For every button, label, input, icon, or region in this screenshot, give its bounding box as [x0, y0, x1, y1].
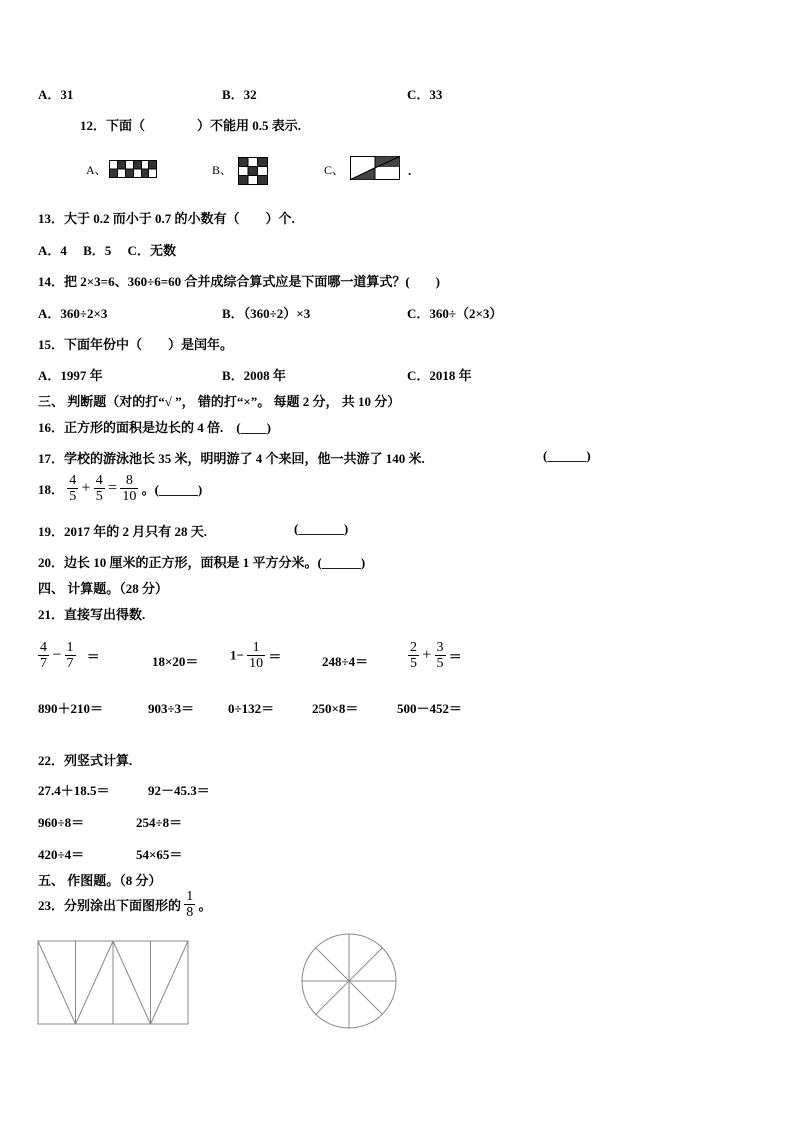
q21-plus: + — [422, 646, 432, 664]
q13-options: A．4 B．5 C．无数 — [38, 243, 176, 258]
q14-stem: 14．把 2×3=6、360÷6=60 合并成综合算式应是下面哪一道算式？( ) — [38, 274, 441, 289]
q21-equals: ＝ — [448, 649, 462, 664]
q12-label-a: A、 — [86, 163, 107, 177]
q18-equals: = — [108, 479, 118, 497]
q18-fraction-1: $\frac{4}{5}$ — [69, 473, 77, 504]
q22-item: 254÷8＝ — [136, 815, 183, 830]
q21-item-1 — [38, 640, 100, 671]
q23-circle-figure — [300, 932, 398, 1030]
q21-fraction: $\frac{1}{10}$ — [249, 640, 264, 671]
q23-fraction: $\frac{1}{8}$ — [186, 889, 194, 920]
q21-fraction: $\frac{1}{7}$ — [66, 640, 74, 671]
q22-item: 92－45.3＝ — [148, 783, 210, 798]
q21-item-5 — [408, 640, 462, 671]
q22-item: 420÷4＝ — [38, 847, 85, 862]
q15-option-c: C．2018 年 — [407, 368, 472, 383]
q23-prefix: 23．分别涂出下面图形的 — [38, 898, 182, 913]
q21-stem: 21．直接写出得数. — [38, 607, 146, 622]
q12-end-mark: . — [408, 163, 412, 178]
q13-stem: 13．大于 0.2 而小于 0.7 的小数有（ ）个. — [38, 211, 295, 226]
q11-option-c: C．33 — [407, 87, 443, 102]
q19-blank: (_______) — [294, 521, 349, 536]
q18-plus: + — [81, 479, 91, 497]
q22-item: 27.4＋18.5＝ — [38, 783, 110, 798]
q21-item-3 — [230, 640, 281, 671]
q12-figure-c — [350, 156, 400, 180]
q21-item-2: 18×20＝ — [152, 654, 199, 669]
q15-stem: 15．下面年份中（ ）是闰年。 — [38, 337, 234, 352]
q12-label-b: B、 — [212, 163, 233, 177]
q15-option-b: B．2008 年 — [222, 368, 286, 383]
q14-option-a: A．360÷2×3 — [38, 306, 108, 321]
section-3-heading: 三、 判断题（对的打“√ ”， 错的打“×”。 每题 2 分， 共 10 分） — [38, 394, 401, 409]
q18-fraction-2: $\frac{4}{5}$ — [95, 473, 103, 504]
q12-stem: 12．下面（ ）不能用 0.5 表示. — [80, 118, 302, 133]
q23-rectangle-figure — [37, 940, 189, 1026]
q22-stem: 22．列竖式计算. — [38, 753, 133, 768]
q15-option-a: A．1997 年 — [38, 368, 103, 383]
q23-suffix: 。 — [198, 898, 212, 913]
q21-row2-item-4: 250×8＝ — [312, 701, 359, 716]
q21-minus: − — [52, 646, 62, 664]
q21-fraction: $\frac{3}{5}$ — [436, 640, 444, 671]
q21-equals: ＝ — [86, 649, 100, 664]
q18-fraction-3: $\frac{8}{10}$ — [122, 473, 137, 504]
q18-prefix: 18． — [38, 482, 65, 497]
q21-row2-item-5: 500－452＝ — [397, 701, 463, 716]
q19-stem: 19．2017 年的 2 月只有 28 天. — [38, 524, 208, 539]
q18-suffix: 。(______) — [141, 482, 203, 497]
q18 — [38, 473, 202, 504]
q12-figure-b — [238, 157, 268, 185]
q12-figure-a — [109, 160, 157, 178]
q21-fraction: $\frac{2}{5}$ — [410, 640, 417, 671]
q11-option-b: B．32 — [222, 87, 257, 102]
section-5-heading: 五、 作图题。（8 分） — [38, 873, 162, 888]
q22-item: 960÷8＝ — [38, 815, 85, 830]
q11-option-a: A．31 — [38, 87, 74, 102]
q21-item-4: 248÷4＝ — [322, 654, 369, 669]
q21-row2-item-3: 0÷132＝ — [228, 701, 275, 716]
q21-row2-item-2: 903÷3＝ — [148, 701, 195, 716]
q21-fraction: $\frac{4}{7}$ — [40, 640, 47, 671]
q23-stem — [38, 889, 212, 920]
q21-row2-item-1: 890＋210＝ — [38, 701, 104, 716]
q14-option-b: B．（360÷2）×3 — [222, 306, 311, 321]
section-4-heading: 四、 计算题。（28 分） — [38, 581, 169, 596]
q12-label-c: C、 — [324, 163, 345, 177]
q21-equals: ＝ — [268, 649, 282, 664]
q17-stem: 17．学校的游泳池长 35 米，明明游了 4 个来回，他一共游了 140 米. — [38, 451, 425, 466]
q21-one-minus: 1− — [230, 647, 244, 663]
q20: 20．边长 10 厘米的正方形，面积是 1 平方分米。(______) — [38, 555, 366, 570]
q16: 16．正方形的面积是边长的 4 倍. (____) — [38, 420, 271, 435]
q17-blank: (______) — [543, 448, 591, 463]
q14-option-c: C．360÷（2×3） — [407, 306, 503, 321]
q22-item: 54×65＝ — [136, 847, 183, 862]
